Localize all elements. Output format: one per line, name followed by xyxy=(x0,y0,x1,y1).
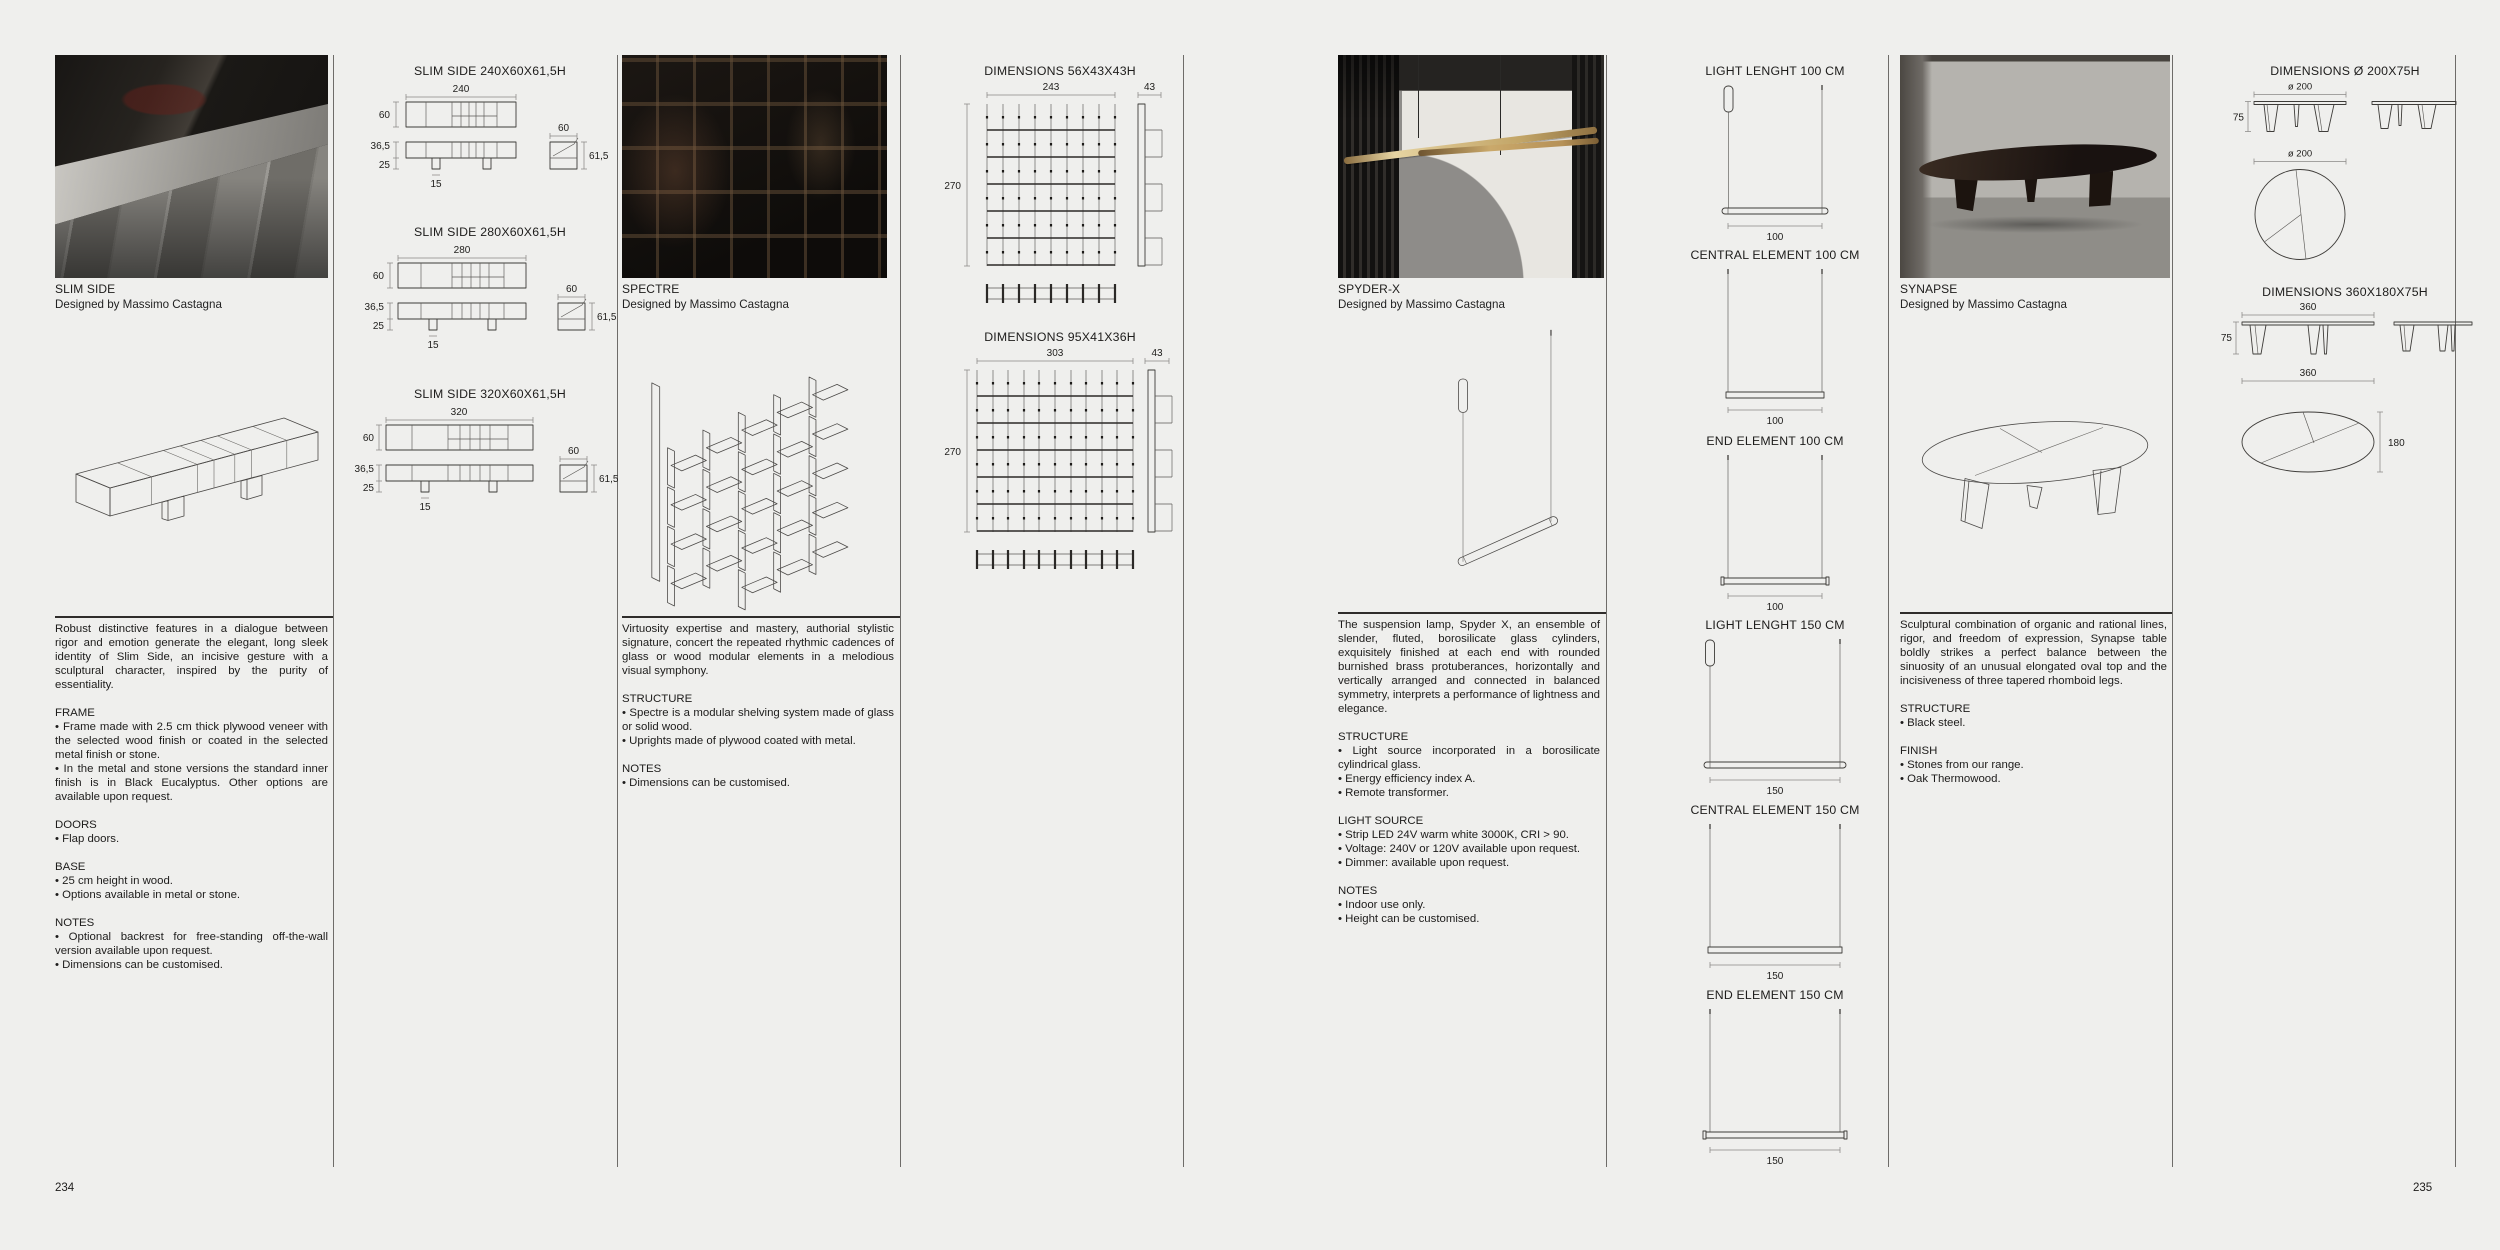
spec-item: • Dimmer: available upon request. xyxy=(1338,857,1510,869)
column-divider xyxy=(1606,55,1607,1167)
synapse-photo xyxy=(1900,55,2170,278)
column-divider xyxy=(900,55,901,1167)
spec-heading: FRAME xyxy=(55,707,95,719)
dimension-title: SLIM SIDE 240X60X61,5H xyxy=(413,64,567,78)
dim-label: 100 xyxy=(1766,602,1784,613)
dim-label: 60 xyxy=(372,271,384,282)
spec-item: • Remote transformer. xyxy=(1338,787,1449,799)
dim-label: 150 xyxy=(1766,971,1784,982)
dim-label: 270 xyxy=(944,181,961,192)
photo-layer xyxy=(1338,55,1399,278)
dim-label: 60 xyxy=(565,284,578,295)
spec-item: • Oak Thermowood. xyxy=(1900,773,2001,785)
spec-item: • Dimensions can be customised. xyxy=(55,959,223,971)
dim-label: 150 xyxy=(1766,1156,1784,1167)
dim-label: 25 xyxy=(362,483,374,494)
dim-label: 360 xyxy=(2299,302,2317,313)
dimension-title: CENTRAL ELEMENT 100 CM xyxy=(1690,248,1860,262)
spectre-photo xyxy=(622,55,887,278)
dim-label: 240 xyxy=(452,84,470,95)
dim-label: 280 xyxy=(453,245,471,256)
dimension-title: END ELEMENT 100 CM xyxy=(1706,434,1844,448)
spec-heading: FINISH xyxy=(1900,745,1938,757)
spectre-line-drawing xyxy=(636,320,876,605)
section-rule xyxy=(1900,612,2172,614)
spec-item: • Spectre is a modular shelving system made of glass or solid wood. xyxy=(622,707,894,733)
column-divider xyxy=(333,55,334,1167)
spyder-dim-end-100 xyxy=(1650,452,1900,614)
slim-side-280-drawing xyxy=(362,245,618,359)
synapse-dim-drawing-2 xyxy=(2216,302,2474,498)
product-name: SYNAPSE xyxy=(1900,282,1958,296)
spec-item: • Black steel. xyxy=(1900,717,1966,729)
slim-side-320-drawing xyxy=(354,407,622,521)
dimension-title: END ELEMENT 150 CM xyxy=(1706,988,1844,1002)
dim-label: ø 200 xyxy=(2287,148,2313,160)
dim-label: 25 xyxy=(372,321,384,332)
spyder-x-line-drawing xyxy=(1382,322,1602,607)
dim-label: 75 xyxy=(2232,112,2244,124)
product-designer: Designed by Massimo Castagna xyxy=(622,298,789,311)
dim-label: ø 200 xyxy=(2287,81,2313,93)
description-paragraph: Sculptural combination of organic and rational lines, rigor, and freedom of expression, Synapse table boldly strikes a perfect balance between the sinuosity of an unusual elongated oval top and the incisiveness of three tapered rhomboid legs. xyxy=(1900,619,2167,687)
dim-label: 180 xyxy=(2388,438,2405,449)
product-description xyxy=(1900,618,2167,786)
spec-heading: NOTES xyxy=(622,763,662,775)
dimension-title: SLIM SIDE 320X60X61,5H xyxy=(413,387,567,401)
dim-label: 100 xyxy=(1766,416,1784,427)
dim-label: 15 xyxy=(430,179,442,190)
spec-item: • Options available in metal or stone. xyxy=(55,889,241,901)
photo-layer xyxy=(1418,55,1419,138)
spec-item: • Frame made with 2.5 cm thick plywood veneer with the selected wood finish or coated in the selected metal finish or stone. xyxy=(55,721,328,761)
spec-item: • In the metal and stone versions the standard inner finish is in Black Eucalyptus. Other options are available upon request. xyxy=(55,763,328,803)
photo-layer xyxy=(1402,91,1578,278)
spyder-x-photo xyxy=(1338,55,1604,278)
product-description xyxy=(1338,618,1600,926)
slim-side-240-drawing xyxy=(362,84,618,198)
section-rule xyxy=(55,616,333,618)
spyder-dim-light-150 xyxy=(1650,636,1900,798)
product-designer: Designed by Massimo Castagna xyxy=(55,298,222,311)
spyder-dim-end-150 xyxy=(1650,1006,1900,1168)
product-designer: Designed by Massimo Castagna xyxy=(1338,298,1505,311)
slim-side-photo xyxy=(55,55,328,278)
spec-item: • Light source incorporated in a borosilicate cylindrical glass. xyxy=(1338,745,1600,771)
spec-heading: BASE xyxy=(55,861,86,873)
spec-item: • Flap doors. xyxy=(55,833,120,845)
photo-layer xyxy=(1927,216,2143,234)
photo-layer xyxy=(1918,139,2157,187)
dim-label: 100 xyxy=(1766,232,1784,243)
dimension-title: DIMENSIONS 360X180X75H xyxy=(2262,285,2428,299)
spectre-dim-drawing-2 xyxy=(935,348,1185,588)
product-name: SPYDER-X xyxy=(1338,282,1401,296)
dim-label: 60 xyxy=(567,446,580,457)
product-description xyxy=(622,622,894,790)
page-number-left: 234 xyxy=(55,1182,75,1194)
section-rule xyxy=(1338,612,1606,614)
synapse-dim-drawing-1 xyxy=(2220,80,2470,275)
product-description xyxy=(55,622,328,972)
spec-heading: LIGHT SOURCE xyxy=(1338,815,1424,827)
spec-item: • 25 cm height in wood. xyxy=(55,875,173,887)
spec-item: • Voltage: 240V or 120V available upon request. xyxy=(1338,843,1581,855)
dim-label: 43 xyxy=(1143,82,1156,93)
dim-label: 150 xyxy=(1766,786,1784,797)
dim-label: 320 xyxy=(450,407,468,418)
dimension-title: CENTRAL ELEMENT 150 CM xyxy=(1690,803,1860,817)
synapse-line-drawing xyxy=(1905,388,2165,553)
dim-label: 75 xyxy=(2220,333,2232,344)
dimension-title: DIMENSIONS 95X41X36H xyxy=(984,330,1136,344)
dim-label: 25 xyxy=(378,160,390,171)
spec-heading: STRUCTURE xyxy=(1900,703,1971,715)
spec-heading: STRUCTURE xyxy=(622,693,693,705)
spec-heading: STRUCTURE xyxy=(1338,731,1409,743)
spec-heading: DOORS xyxy=(55,819,97,831)
dimension-title: LIGHT LENGHT 150 CM xyxy=(1705,618,1845,632)
dim-label: 270 xyxy=(944,447,961,458)
slim-side-line-drawing xyxy=(62,382,330,572)
dim-label: 36,5 xyxy=(354,464,374,475)
product-name: SPECTRE xyxy=(622,282,680,296)
dimension-title: DIMENSIONS Ø 200X75H xyxy=(2270,64,2420,78)
dimension-title: DIMENSIONS 56X43X43H xyxy=(984,64,1136,78)
dim-label: 360 xyxy=(2299,368,2317,379)
spyder-dim-light-100 xyxy=(1650,82,1900,244)
spec-heading: NOTES xyxy=(1338,885,1378,897)
spectre-dim-drawing-1 xyxy=(935,82,1185,322)
photo-layer xyxy=(622,55,887,278)
spec-item: • Stones from our range. xyxy=(1900,759,2024,771)
dim-label: 243 xyxy=(1042,82,1060,93)
page-number-right: 235 xyxy=(2413,1182,2433,1194)
dim-label: 15 xyxy=(419,502,431,513)
spec-item: • Optional backrest for free-standing off-the-wall version available upon request. xyxy=(55,931,328,957)
dim-label: 36,5 xyxy=(364,302,384,313)
dim-label: 60 xyxy=(557,123,570,134)
spec-item: • Dimensions can be customised. xyxy=(622,777,790,789)
dim-label: 61,5 xyxy=(597,312,617,323)
spec-item: • Indoor use only. xyxy=(1338,899,1426,911)
dimension-title: LIGHT LENGHT 100 CM xyxy=(1705,64,1845,78)
column-divider xyxy=(2172,55,2173,1167)
dim-label: 60 xyxy=(378,110,390,121)
dim-label: 43 xyxy=(1151,348,1163,359)
dim-label: 303 xyxy=(1046,348,1064,359)
spec-item: • Energy efficiency index A. xyxy=(1338,773,1476,785)
dimension-title: SLIM SIDE 280X60X61,5H xyxy=(413,225,567,239)
dim-label: 36,5 xyxy=(370,141,390,152)
spyder-dim-central-100 xyxy=(1650,266,1900,428)
dim-label: 61,5 xyxy=(589,151,609,162)
dim-label: 15 xyxy=(427,340,439,351)
description-paragraph: Virtuosity expertise and mastery, authorial stylistic signature, concert the repeated rhythmic cadences of glass or wood modular elements in a melodious visual symphony. xyxy=(622,623,894,677)
spec-item: • Uprights made of plywood coated with metal. xyxy=(622,735,856,747)
dim-label: 61,5 xyxy=(599,474,619,485)
photo-layer xyxy=(2089,171,2113,207)
description-paragraph: The suspension lamp, Spyder X, an ensemble of slender, fluted, borosilicate glass cylinders, exquisitely finished at each end with rounded burnished brass protuberances, horizontally and vertically arranged and connected in balanced symmetry, interprets a performance of lightness and elegance. xyxy=(1338,619,1600,715)
product-designer: Designed by Massimo Castagna xyxy=(1900,298,2067,311)
photo-layer xyxy=(1572,55,1604,278)
dim-label: 60 xyxy=(362,433,374,444)
product-name: SLIM SIDE xyxy=(55,282,116,296)
section-rule xyxy=(622,616,900,618)
spec-heading: NOTES xyxy=(55,917,95,929)
spyder-dim-central-150 xyxy=(1650,821,1900,983)
description-paragraph: Robust distinctive features in a dialogue between rigor and emotion generate the elegant, long sleek identity of Slim Side, an incisive gesture with a sculptural character, inspired by the purity of essentiality. xyxy=(55,623,328,691)
spec-item: • Height can be customised. xyxy=(1338,913,1480,925)
spec-item: • Strip LED 24V warm white 3000K, CRI > 90. xyxy=(1338,829,1569,841)
column-divider xyxy=(617,55,618,1167)
